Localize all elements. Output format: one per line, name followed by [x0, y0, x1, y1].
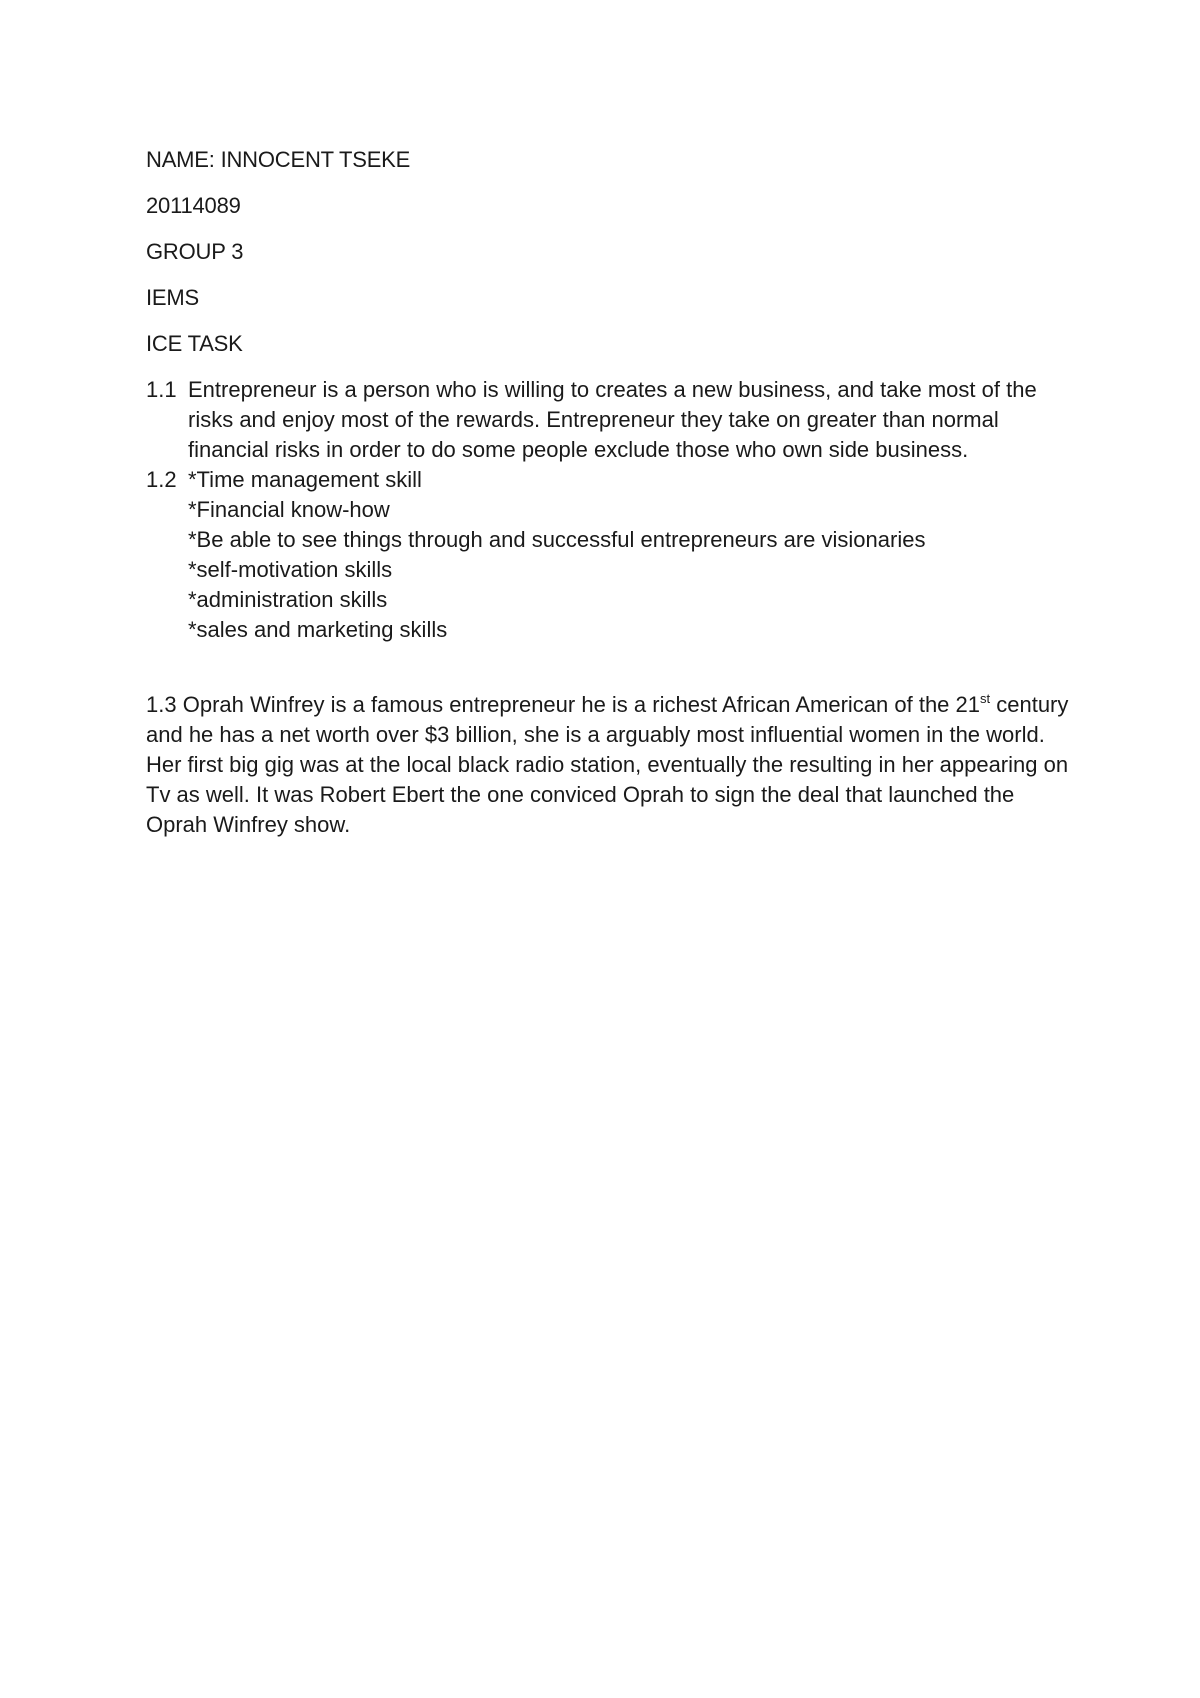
student-number: 20114089: [146, 193, 241, 218]
answer-1-1-number: 1.1: [146, 377, 177, 402]
skill-item: *Be able to see things through and successful entrepreneurs are visionaries: [188, 527, 926, 552]
answer-1-3-number: 1.3: [146, 692, 177, 717]
skills-list: [188, 465, 1076, 645]
answer-1-3-text-start: Oprah Winfrey is a famous entrepreneur he is a richest African American of the 21: [182, 692, 980, 717]
student-name-line: NAME: INNOCENT TSEKE: [146, 147, 411, 172]
task-label: ICE TASK: [146, 331, 243, 356]
answer-1-2: [146, 465, 1076, 645]
module-label: IEMS: [146, 285, 199, 310]
answer-1-3: [146, 690, 1076, 840]
skill-item: *Financial know-how: [188, 497, 390, 522]
answer-1-1-text: Entrepreneur is a person who is willing to creates a new business, and take most of the risks and enjoy most of the rewards. Entrepreneur they take on greater than normal financial risks in order to do some people exclude those who own side business.: [188, 377, 1037, 462]
skill-item: *self-motivation skills: [188, 557, 393, 582]
ordinal-superscript: st: [980, 690, 991, 706]
group-label: GROUP 3: [146, 239, 244, 264]
answer-1-3-text-end: century and he has a net worth over $3 billion, she is a arguably most influential women in the world. Her first big gig was at the local black radio station, eventually the resulting in her appearing on Tv as well. It was Robert Ebert the one conviced Oprah to sign the deal that launched the Oprah Winfrey show.: [146, 692, 1069, 837]
skill-item: *sales and marketing skills: [188, 617, 448, 642]
answer-1-1: [146, 375, 1076, 465]
skill-item: *administration skills: [188, 587, 388, 612]
skill-item: *Time management skill: [188, 467, 422, 492]
answer-1-2-number: 1.2: [146, 467, 177, 492]
document-content: [146, 145, 1076, 840]
